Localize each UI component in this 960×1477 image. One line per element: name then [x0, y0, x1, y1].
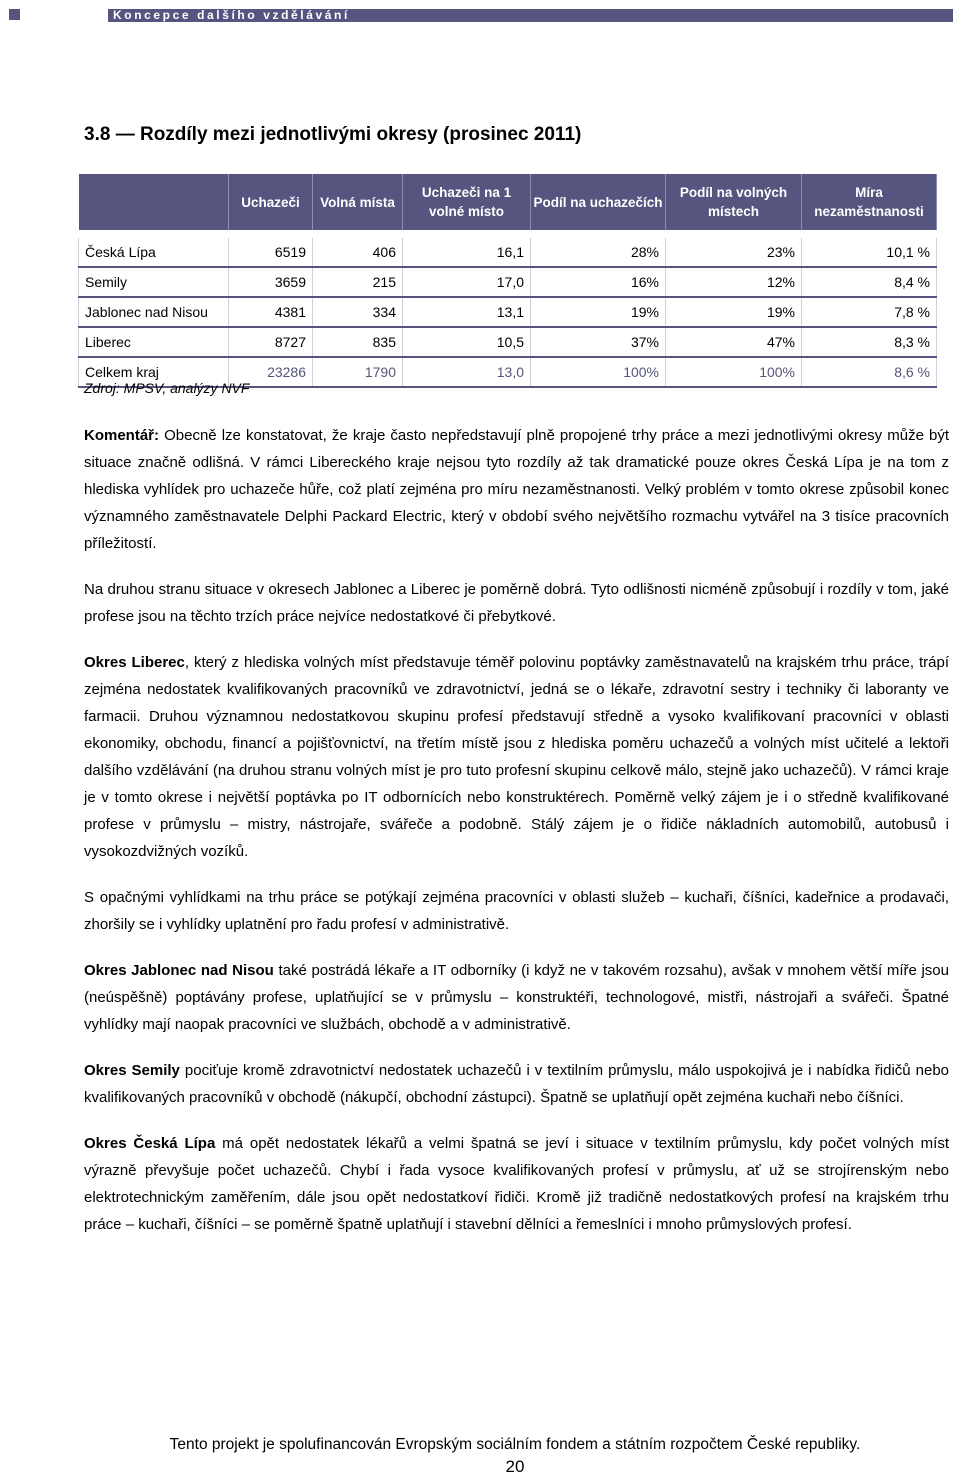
table-header-cell: Volná místa	[313, 174, 403, 230]
table-cell: 28%	[531, 238, 666, 267]
table-cell: 1790	[313, 357, 403, 387]
table-cell: 47%	[666, 327, 802, 357]
table-cell: 12%	[666, 267, 802, 297]
paragraph	[84, 1130, 949, 1238]
paragraph	[84, 422, 949, 557]
table-source: Zdroj: MPSV, analýzy NVF	[84, 380, 250, 396]
table-header-cell: Míra nezaměstnanosti	[802, 174, 937, 230]
paragraph	[84, 649, 949, 865]
table-cell: 835	[313, 327, 403, 357]
table-cell: Semily	[79, 267, 229, 297]
table-row	[79, 327, 937, 357]
paragraph-lead: Komentář:	[84, 427, 160, 444]
table-cell: 215	[313, 267, 403, 297]
table-cell: 16,1	[403, 238, 531, 267]
paragraph-text: pociťuje kromě zdravotnictví nedostatek uchazečů i v textilním průmyslu, málo uspokojivá je i nabídka řidičů nebo kvalifikovaných pracovníků v obchodě (nákupčí, obchodní zástupci). Špatně se uplatňují opět zejména kuchaři nebo číšníci.	[84, 1062, 950, 1106]
page-number: 20	[505, 1457, 525, 1476]
table-cell: Česká Lípa	[79, 238, 229, 267]
table-cell: 406	[313, 238, 403, 267]
header-bar	[108, 9, 953, 22]
paragraph-lead: Okres Jablonec nad Nisou	[84, 962, 274, 979]
paragraph	[84, 884, 949, 938]
paragraph-text: má opět nedostatek lékařů a velmi špatná se jeví i situace v textilním průmyslu, kdy počet volných míst výrazně převyšuje počet uchazečů. Chybí i řada vysoce kvalifikovaných profesí v průmyslu, ať už se strojírenským nebo elektrotechnickým zaměřením, dále jsou opět nedostatkoví řidiči. Kromě již tradičně nedostatkových profesí na krajském trhu práce – kuchaři, číšníci – se poměrně špatně uplatňují i stavební dělníci a řemeslníci i mnoho průmyslových profesí.	[84, 1135, 950, 1233]
table-cell: 10,5	[403, 327, 531, 357]
table-cell: 13,0	[403, 357, 531, 387]
table-cell: 23%	[666, 238, 802, 267]
paragraph	[84, 957, 949, 1038]
table-header-row	[79, 174, 937, 230]
districts-table	[78, 174, 937, 388]
table-cell: 17,0	[403, 267, 531, 297]
table-cell: Celkem kraj	[79, 357, 229, 387]
table-row	[79, 238, 937, 267]
table-cell: 334	[313, 297, 403, 327]
table-header-cell: Podíl na uchazečích	[531, 174, 666, 230]
table-cell: 3659	[229, 267, 313, 297]
body-text	[84, 422, 949, 1257]
table-header-cell: Uchazeči	[229, 174, 313, 230]
paragraph-text: také postrádá lékaře a IT odborníky (i když ne v takovém rozsahu), avšak v mnohem větší míře jsou (neúspěšně) poptávány profese, uplatňující se v průmyslu – konstruktéři, technologové, mistři, nástrojaři a svářeči. Špatné vyhlídky mají naopak pracovníci ve službách, obchodě a v administrativě.	[84, 962, 949, 1033]
table-header-cell: Podíl na volných místech	[666, 174, 802, 230]
paragraph-text: Na druhou stranu situace v okresech Jablonec a Liberec je poměrně dobrá. Tyto odlišnosti nicméně způsobují i rozdíly v tom, jaké profese jsou na těchto trzích práce nejvíce nedostatkové či přebytkové.	[84, 581, 949, 625]
paragraph-lead: Okres Semily	[84, 1062, 180, 1079]
header-title: Koncepce dalšího vzdělávání	[113, 8, 350, 22]
table-cell: 16%	[531, 267, 666, 297]
section-heading: 3.8 — Rozdíly mezi jednotlivými okresy (prosinec 2011)	[84, 124, 582, 145]
table-cell: 23286	[229, 357, 313, 387]
header-square	[9, 9, 20, 20]
table-cell: 100%	[531, 357, 666, 387]
table-cell: 8,6 %	[802, 357, 937, 387]
table-cell: Liberec	[79, 327, 229, 357]
table-header-cell	[79, 174, 229, 230]
table-cell: 37%	[531, 327, 666, 357]
footer-note: Tento projekt je spolufinancován Evropským sociálním fondem a státním rozpočtem České republiky.	[169, 1436, 861, 1453]
paragraph-text: Obecně lze konstatovat, že kraje často nepředstavují plně propojené trhy práce a mezi jednotlivými okresy může být situace značně odlišná. V rámci Libereckého kraje nejsou tyto rozdíly až tak dramatické pouze okres Česká Lípa je na tom z hlediska vyhlídek pro uchazeče hůře, což platí zejména pro míru nezaměstnanosti. Velký problém v tomto okrese způsobil konec významného zaměstnavatele Delphi Packard Electric, který v období svého největšího rozmachu vytvářel na 3 tisíce pracovních příležitostí.	[84, 427, 949, 552]
paragraph-lead: Okres Česká Lípa	[84, 1135, 216, 1152]
paragraph	[84, 576, 949, 630]
table-row	[79, 297, 937, 327]
table-cell: 19%	[666, 297, 802, 327]
table-cell: 4381	[229, 297, 313, 327]
table-row	[79, 267, 937, 297]
paragraph-lead: Okres Liberec	[84, 654, 185, 671]
table-cell: 8,4 %	[802, 267, 937, 297]
table-cell: 8727	[229, 327, 313, 357]
table-cell: 100%	[666, 357, 802, 387]
table-cell: Jablonec nad Nisou	[79, 297, 229, 327]
table-cell: 7,8 %	[802, 297, 937, 327]
paragraph-text: S opačnými vyhlídkami na trhu práce se potýkají zejména pracovníci v oblasti služeb – kuchaři, číšníci, kadeřnice a prodavači, zhoršily se i vyhlídky uplatnění pro řadu profesí v administrativě.	[84, 889, 949, 933]
table-cell: 13,1	[403, 297, 531, 327]
table-cell: 10,1 %	[802, 238, 937, 267]
paragraph-text: , který z hlediska volných míst představuje téměř polovinu poptávky zaměstnavatelů na krajském trhu práce, trápí zejména nedostatek kvalifikovaných pracovníků ve zdravotnictví, jedná se o lékaře, zdravotní sestry i techniky či laboranty ve farmacii. Druhou významnou nedostatkovou skupinu profesí představují středně a vysoko kvalifikovaní pracovníci v oblasti ekonomiky, obchodu, financí a pojišťovnictví, na třetím místě jsou z hlediska poměru uchazečů a volných míst učitelé a lektoři dalšího vzdělávání (na druhou stranu volných míst je pro tuto profesní skupinu celkově málo, stejně jako uchazečů). V rámci kraje je v tomto okrese i největší poptávka po IT odbornících nebo konstruktérech. Poměrně velký zájem je i o středně kvalifikované profese v průmyslu – mistry, nástrojaře, svářeče a podobně. Stálý zájem je o řidiče nákladních automobilů, autobusů i vysokozdvižných vozíků.	[84, 654, 950, 860]
table-cell: 8,3 %	[802, 327, 937, 357]
table-cell: 6519	[229, 238, 313, 267]
paragraph	[84, 1057, 949, 1111]
table-cell: 19%	[531, 297, 666, 327]
table-header-cell: Uchazeči na 1 volné místo	[403, 174, 531, 230]
